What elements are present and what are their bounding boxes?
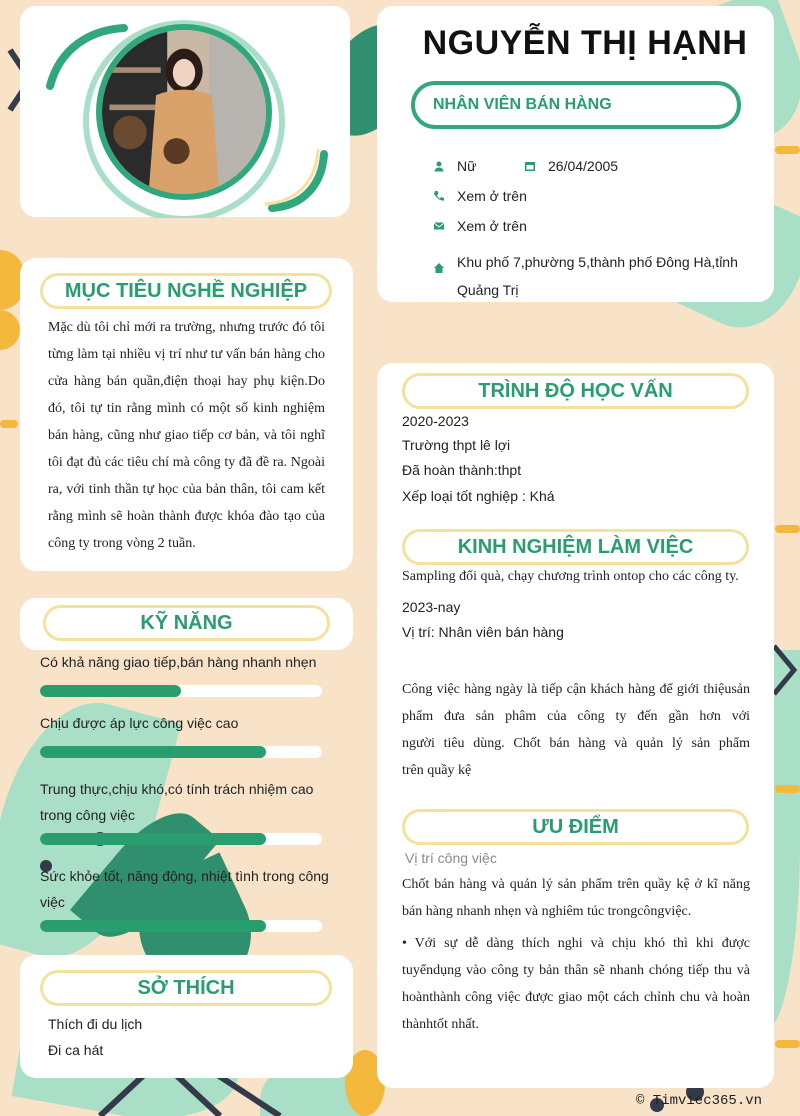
mail-icon xyxy=(433,220,445,232)
experience-title: KINH NGHIỆM LÀM VIỆC xyxy=(402,529,749,565)
info-phone: Xem ở trên xyxy=(433,188,527,204)
hobby-item: Thích đi du lịch xyxy=(48,1016,143,1032)
person-icon xyxy=(433,160,445,172)
avatar xyxy=(96,24,272,200)
skill-bar-fill xyxy=(40,920,266,932)
skill-bar-fill xyxy=(40,685,181,697)
education-status: Đã hoàn thành:thpt xyxy=(402,462,522,478)
skill-label: Trung thực,chịu khó,có tính trách nhiệm cao trong công việc xyxy=(40,781,314,823)
skill-bar xyxy=(40,685,322,697)
hobby-item: Đi ca hát xyxy=(48,1042,104,1058)
skill-bar xyxy=(40,920,322,932)
objective-text: Mặc dù tôi chỉ mới ra trường, nhưng trước đó tôi từng làm tại nhiều vị trí như tư vấn bán hàng cho cửa hàng bán quần,điện thoại hay phụ kiện.Do đó, tôi tự tin rằng mình có một số kinh nghiệm bán hàng, cũng như giao tiếp cơ bản, và tôi nghĩ tôi đạt đủ các tiêu chí mà công ty đã đề ra. Ngoài ra, với tinh thần tự học của bản thân, tôi cam kết rằng mình sẽ hoàn thành được khóa đào tạo của công ty trong vòng 2 tuần. xyxy=(48,320,325,551)
calendar-icon xyxy=(524,160,536,172)
skill-label: Chịu được áp lực công việc cao xyxy=(40,715,239,731)
skill-bar xyxy=(40,746,322,758)
skill-bar xyxy=(40,833,322,845)
education-title: TRÌNH ĐỘ HỌC VẤN xyxy=(402,373,749,409)
info-birthdate: 26/04/2005 xyxy=(524,158,618,174)
hobbies-title: SỞ THÍCH xyxy=(40,970,332,1006)
skills-title: KỸ NĂNG xyxy=(43,605,330,641)
footer-watermark: © Timviec365.vn xyxy=(636,1093,763,1109)
skill-bar-fill xyxy=(40,833,266,845)
experience-summary: Sampling đổi quà, chạy chương trình ontop cho các công ty. xyxy=(402,569,739,584)
education-school: Trường thpt lê lợi xyxy=(402,437,511,453)
job-title-pill: NHÂN VIÊN BÁN HÀNG xyxy=(411,81,741,129)
objective-title: MỤC TIÊU NGHỀ NGHIỆP xyxy=(40,273,332,309)
skill-bar-fill xyxy=(40,746,266,758)
skill-label: Có khả năng giao tiếp,bán hàng nhanh nhẹn xyxy=(40,654,317,670)
experience-description: Công việc hàng ngày là tiếp cận khách hàng để giới thiệusản phẩm đưa sản phâm của công ty đến gần hơn với người tiêu dùng. Chốt bán hàng và quản lý sản phẩm trên quầy kệ xyxy=(402,682,750,778)
phone-icon xyxy=(433,190,445,202)
experience-position: Vị trí: Nhân viên bán hàng xyxy=(402,624,564,640)
experience-period: 2023-nay xyxy=(402,599,461,615)
home-icon xyxy=(433,262,445,274)
strengths-title: ƯU ĐIỂM xyxy=(402,809,749,845)
candidate-name: NGUYỄN THỊ HẠNH xyxy=(422,24,748,62)
info-email: Xem ở trên xyxy=(433,218,527,234)
strengths-subtitle: Vị trí công việc xyxy=(405,850,497,866)
strengths-text: Chốt bán hàng và quản lý sản phẩm trên quầy kệ ở kĩ năng bán hàng nhanh nhẹn và nghiêm túc trongcôngviệc. • Với sự dễ dàng thích nghi và chịu khó thì khi được tuyểndụng vào công ty bản thân sẽ nhanh chóng tiếp thu và hoànthành công việc được giao một cách chỉnh chu và hoàn thànhtốt nhất. xyxy=(402,877,750,1032)
education-period: 2020-2023 xyxy=(402,413,469,429)
info-gender: Nữ xyxy=(433,158,476,174)
education-grade: Xếp loại tốt nghiệp : Khá xyxy=(402,488,555,504)
info-address: Khu phố 7,phường 5,thành phố Đông Hà,tỉnh Quảng Trị xyxy=(433,248,738,304)
skill-label: Sức khỏe tốt, năng động, nhiệt tình trong công việc xyxy=(40,868,329,910)
